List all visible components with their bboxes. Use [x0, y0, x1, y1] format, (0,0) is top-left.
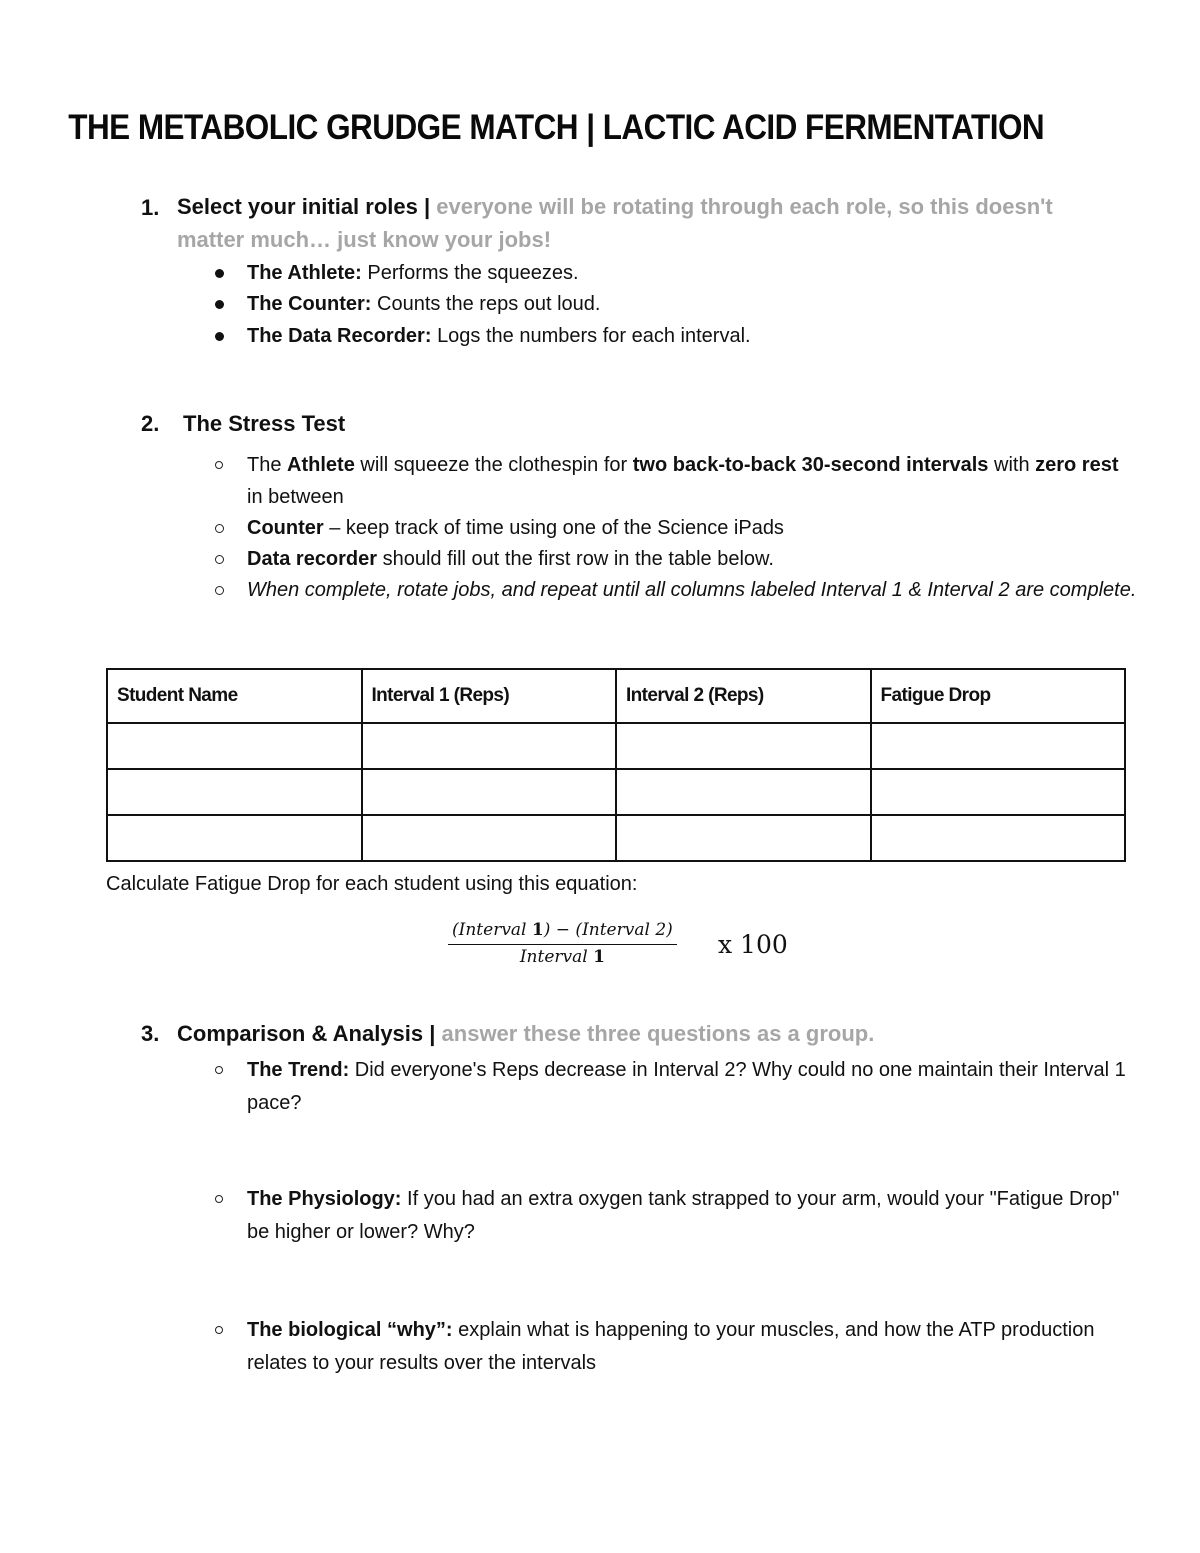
formula-multiplier: x 100: [718, 930, 788, 959]
role-athlete: [247, 262, 579, 285]
data-table: [106, 668, 1126, 862]
question-biological-why: [247, 1314, 1147, 1380]
role-label: The Data Recorder:: [247, 325, 432, 347]
question-text: explain what is happening to your muscles, and how the ATP production relates to your results over the intervals: [247, 1319, 1095, 1374]
bullet-dot-icon: [215, 332, 224, 341]
bullet-circle-icon: [215, 1066, 223, 1074]
table-cell[interactable]: [107, 723, 362, 769]
role-data-recorder: [247, 325, 751, 348]
section-3-heading: Comparison & Analysis |: [177, 1021, 436, 1046]
section-1-heading-block: [177, 190, 1117, 256]
column-header: Interval 2 (Reps): [616, 669, 871, 723]
role-text: Counts the reps out loud.: [377, 293, 601, 315]
bullet-circle-icon: [215, 586, 224, 595]
stress-test-step-3: [247, 548, 774, 571]
section-3-number: 3.: [141, 1021, 160, 1046]
role-counter: [247, 293, 600, 316]
section-2-number: 2.: [141, 411, 160, 436]
table-cell[interactable]: [871, 723, 1126, 769]
column-header: Interval 1 (Reps): [362, 669, 617, 723]
text: with: [988, 454, 1036, 476]
section-1-heading: Select your initial roles |: [177, 194, 431, 219]
bullet-circle-icon: [215, 461, 223, 469]
table-row: [107, 723, 1125, 769]
text: (Interval: [452, 920, 532, 940]
zero-rest-term: zero rest: [1035, 454, 1119, 476]
question-trend: [247, 1054, 1142, 1120]
bullet-dot-icon: [215, 269, 224, 278]
text: ) − (Interval 2): [543, 920, 673, 940]
question-label: The biological “why”:: [247, 1319, 453, 1341]
stress-test-step-1: [247, 450, 1137, 513]
bullet-dot-icon: [215, 300, 224, 309]
column-header: Fatigue Drop: [871, 669, 1126, 723]
text: – keep track of time using one of the Science iPads: [323, 517, 784, 539]
fatigue-formula: [448, 920, 788, 967]
table-cell[interactable]: [362, 815, 617, 861]
text: in between: [247, 485, 344, 508]
section-1-number: 1.: [141, 195, 160, 220]
stress-test-step-2: [247, 517, 784, 540]
table-row: [107, 815, 1125, 861]
table-header-row: [107, 669, 1125, 723]
column-header: Student Name: [107, 669, 362, 723]
table-cell[interactable]: [871, 769, 1126, 815]
role-label: The Athlete:: [247, 262, 362, 284]
text: should fill out the first row in the table below.: [377, 548, 774, 570]
role-text: Logs the numbers for each interval.: [437, 325, 751, 347]
question-label: The Physiology:: [247, 1188, 402, 1210]
role-label: The Counter:: [247, 293, 372, 315]
table-cell[interactable]: [616, 815, 871, 861]
table-cell[interactable]: [616, 723, 871, 769]
text: Interval: [519, 947, 594, 967]
table-cell[interactable]: [107, 769, 362, 815]
question-label: The Trend:: [247, 1059, 350, 1081]
page-title: THE METABOLIC GRUDGE MATCH | LACTIC ACID FERMENTATION: [68, 108, 1045, 147]
question-physiology: [247, 1183, 1142, 1249]
counter-term: Counter: [247, 517, 324, 539]
question-text: If you had an extra oxygen tank strapped to your arm, would your "Fatigue Drop" be higher or lower? Why?: [247, 1188, 1120, 1243]
bullet-circle-icon: [215, 524, 224, 533]
section-3-note: answer these three questions as a group.: [441, 1021, 875, 1046]
text: will squeeze the clothespin for: [354, 454, 633, 476]
recorder-term: Data recorder: [247, 548, 378, 570]
section-2-heading: The Stress Test: [183, 411, 346, 436]
text: 1: [593, 947, 605, 967]
section-1-note: everyone will be rotating through each role, so this doesn't matter much… just know your jobs!: [177, 194, 1053, 252]
intervals-term: two back-to-back 30-second intervals: [632, 454, 989, 476]
section-3-heading-block: [177, 1021, 874, 1047]
table-row: [107, 769, 1125, 815]
table-cell[interactable]: [362, 723, 617, 769]
role-text: Performs the squeezes.: [367, 262, 579, 284]
athlete-term: Athlete: [287, 454, 355, 476]
bullet-circle-icon: [215, 1326, 223, 1334]
table-cell[interactable]: [107, 815, 362, 861]
table-cell[interactable]: [362, 769, 617, 815]
bullet-circle-icon: [215, 1195, 223, 1203]
formula-fraction: [448, 920, 677, 967]
table-cell[interactable]: [616, 769, 871, 815]
question-text: Did everyone's Reps decrease in Interval 2? Why could no one maintain their Interval 1 pace?: [247, 1059, 1126, 1114]
bullet-circle-icon: [215, 555, 224, 564]
formula-numerator: [448, 920, 677, 945]
table-cell[interactable]: [871, 815, 1126, 861]
text: 1: [531, 920, 544, 940]
text: The: [247, 454, 288, 476]
stress-test-step-4: When complete, rotate jobs, and repeat until all columns labeled Interval 1 & Interval 2 are complete.: [247, 579, 1137, 601]
calc-instruction: Calculate Fatigue Drop for each student using this equation:: [106, 873, 638, 895]
formula-denominator: [448, 945, 677, 967]
